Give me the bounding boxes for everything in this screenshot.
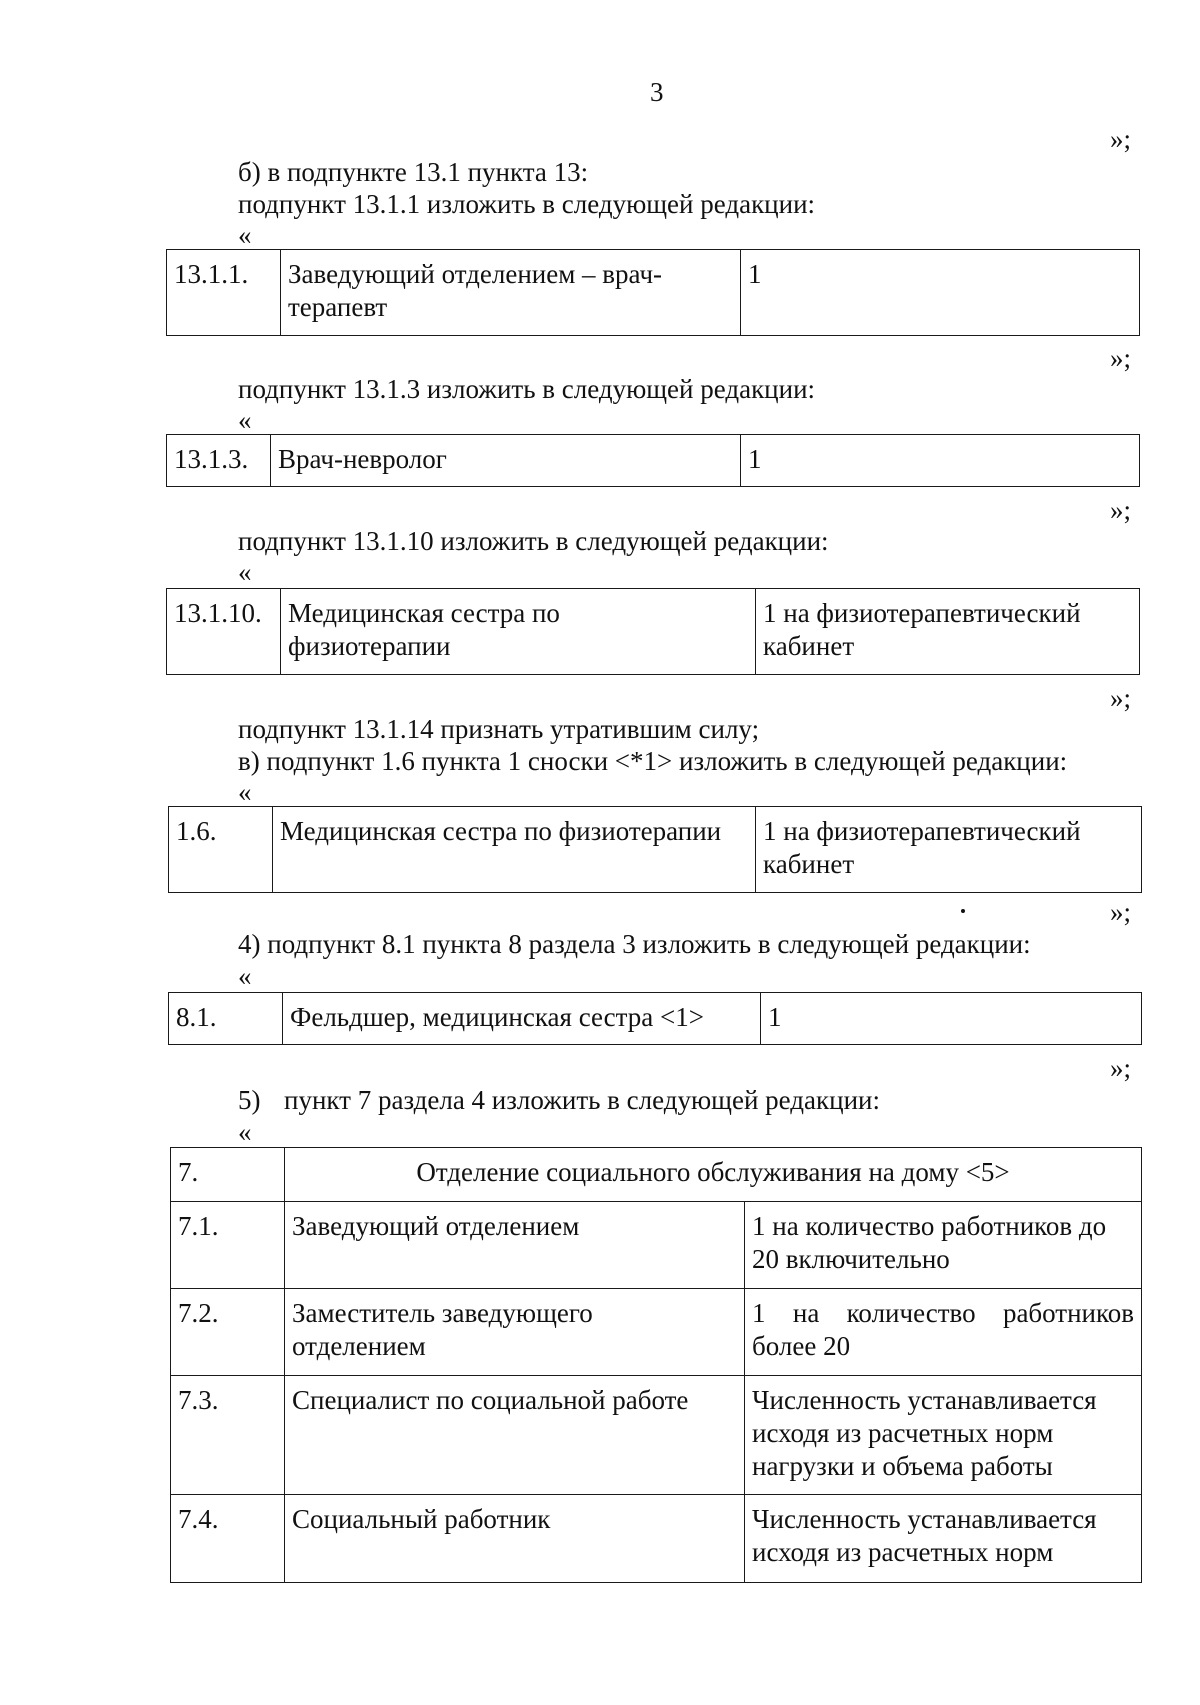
table-cell-title <box>271 435 741 487</box>
table-1-6 <box>168 806 1142 893</box>
scan-speck <box>961 909 965 913</box>
row-value-line: исходя из расчетных норм <box>752 1418 1054 1448</box>
row-value: 1 <box>748 259 762 289</box>
table-cell-number <box>171 1495 285 1583</box>
paragraph-item5-number: 5) <box>238 1085 261 1115</box>
table-cell-value <box>745 1376 1142 1495</box>
section-title: Отделение социального обслуживания на дому <5> <box>416 1157 1010 1187</box>
table-cell-number <box>167 250 281 336</box>
row-number: 13.1.1. <box>174 259 249 289</box>
paragraph-13-1-10-intro: подпункт 13.1.10 изложить в следующей редакции: <box>238 526 829 556</box>
closing-quote: »; <box>1110 495 1132 525</box>
row-title-line: отделением <box>292 1331 426 1361</box>
table-13-1-10 <box>166 588 1140 675</box>
table-cell-value <box>756 807 1142 893</box>
table-row <box>169 993 1142 1045</box>
table-13-1-3 <box>166 434 1140 487</box>
row-value: 1 <box>748 444 762 474</box>
paragraph-b-intro: б) в подпункте 13.1 пункта 13: <box>238 157 589 187</box>
row-title: Врач-невролог <box>278 444 447 474</box>
row-number: 7.1. <box>178 1211 219 1241</box>
table-cell-value <box>745 1495 1142 1583</box>
table-13-1-1 <box>166 249 1140 336</box>
table-row <box>171 1495 1142 1583</box>
closing-quote: »; <box>1110 897 1132 927</box>
paragraph-item4-intro: 4) подпункт 8.1 пункта 8 раздела 3 изложить в следующей редакции: <box>238 929 1031 959</box>
table-row <box>171 1376 1142 1495</box>
table-cell-value <box>756 589 1140 675</box>
opening-quote: « <box>238 557 252 587</box>
table-cell-value <box>761 993 1142 1045</box>
row-value-line: Численность устанавливается <box>752 1385 1097 1415</box>
opening-quote: « <box>238 961 252 991</box>
table-cell-title <box>283 993 761 1045</box>
table-cell-value <box>745 1289 1142 1376</box>
row-value-line: более 20 <box>752 1331 851 1361</box>
table-header-row <box>171 1148 1142 1202</box>
table-cell-title <box>281 250 741 336</box>
row-value-line: 1 на физиотерапевтический <box>763 598 1081 628</box>
row-number: 7.4. <box>178 1504 219 1534</box>
row-number: 1.6. <box>176 816 217 846</box>
row-title-line: Социальный работник <box>292 1504 551 1534</box>
table-row <box>169 807 1142 893</box>
closing-quote: »; <box>1110 124 1132 154</box>
row-title-line: терапевт <box>288 292 388 322</box>
opening-quote: « <box>238 405 252 435</box>
table-cell-title <box>285 1376 745 1495</box>
table-cell-number <box>171 1148 285 1202</box>
table-row <box>171 1202 1142 1289</box>
row-value-line: Численность устанавливается <box>752 1504 1097 1534</box>
row-value-line: 1 на количество работников до <box>752 1211 1107 1241</box>
table-row <box>167 250 1140 336</box>
paragraph-13-1-14: подпункт 13.1.14 признать утратившим силу; <box>238 714 760 744</box>
table-cell-title <box>285 1202 745 1289</box>
row-title-line: физиотерапии <box>288 631 451 661</box>
row-value-line: 1 на физиотерапевтический <box>763 816 1081 846</box>
table-cell-number <box>171 1376 285 1495</box>
opening-quote: « <box>238 1117 252 1147</box>
table-7 <box>170 1147 1142 1583</box>
row-title-line: Заместитель заведующего <box>292 1298 593 1328</box>
row-number: 7.3. <box>178 1385 219 1415</box>
paragraph-13-1-3-intro: подпункт 13.1.3 изложить в следующей редакции: <box>238 374 816 404</box>
row-title-line: Специалист по социальной работе <box>292 1385 689 1415</box>
table-cell-number <box>171 1202 285 1289</box>
row-number: 7. <box>178 1157 199 1187</box>
table-cell-number <box>169 807 273 893</box>
table-row <box>171 1289 1142 1376</box>
paragraph-v-intro: в) подпункт 1.6 пункта 1 сноски <*1> изложить в следующей редакции: <box>238 746 1068 776</box>
row-value-line: 20 включительно <box>752 1244 950 1274</box>
row-value-line: нагрузки и объема работы <box>752 1451 1053 1481</box>
row-title-line: Медицинская сестра по <box>288 598 560 628</box>
row-title: Фельдшер, медицинская сестра <1> <box>290 1002 704 1032</box>
paragraph-item5-intro: пункт 7 раздела 4 изложить в следующей редакции: <box>284 1085 880 1115</box>
table-8-1 <box>168 992 1142 1045</box>
table-cell-value <box>741 250 1140 336</box>
row-value: 1 <box>768 1002 782 1032</box>
closing-quote: »; <box>1110 1053 1132 1083</box>
table-cell-value <box>745 1202 1142 1289</box>
table-cell-section-title <box>285 1148 1142 1202</box>
opening-quote: « <box>238 220 252 250</box>
opening-quote: « <box>238 777 252 807</box>
table-cell-number <box>167 589 281 675</box>
table-row <box>167 589 1140 675</box>
page-number: 3 <box>650 77 664 107</box>
table-cell-title <box>285 1495 745 1583</box>
row-number: 13.1.3. <box>174 444 249 474</box>
table-cell-number <box>169 993 283 1045</box>
row-title-line: Заведующий отделением – врач- <box>288 259 663 289</box>
table-cell-title <box>273 807 756 893</box>
row-value-line: кабинет <box>763 631 855 661</box>
table-cell-title <box>285 1289 745 1376</box>
row-title: Медицинская сестра по физиотерапии <box>280 816 722 846</box>
table-cell-value <box>741 435 1140 487</box>
row-title-line: Заведующий отделением <box>292 1211 580 1241</box>
table-cell-number <box>171 1289 285 1376</box>
table-cell-title <box>281 589 756 675</box>
row-value-line: исходя из расчетных норм <box>752 1537 1054 1567</box>
row-number: 13.1.10. <box>174 598 262 628</box>
row-value-line: кабинет <box>763 849 855 879</box>
closing-quote: »; <box>1110 343 1132 373</box>
row-number: 8.1. <box>176 1002 217 1032</box>
table-cell-number <box>167 435 271 487</box>
row-value-line: 1 на количество работников <box>752 1298 1134 1328</box>
closing-quote: »; <box>1110 683 1132 713</box>
row-number: 7.2. <box>178 1298 219 1328</box>
paragraph-13-1-1-intro: подпункт 13.1.1 изложить в следующей редакции: <box>238 189 816 219</box>
table-row <box>167 435 1140 487</box>
